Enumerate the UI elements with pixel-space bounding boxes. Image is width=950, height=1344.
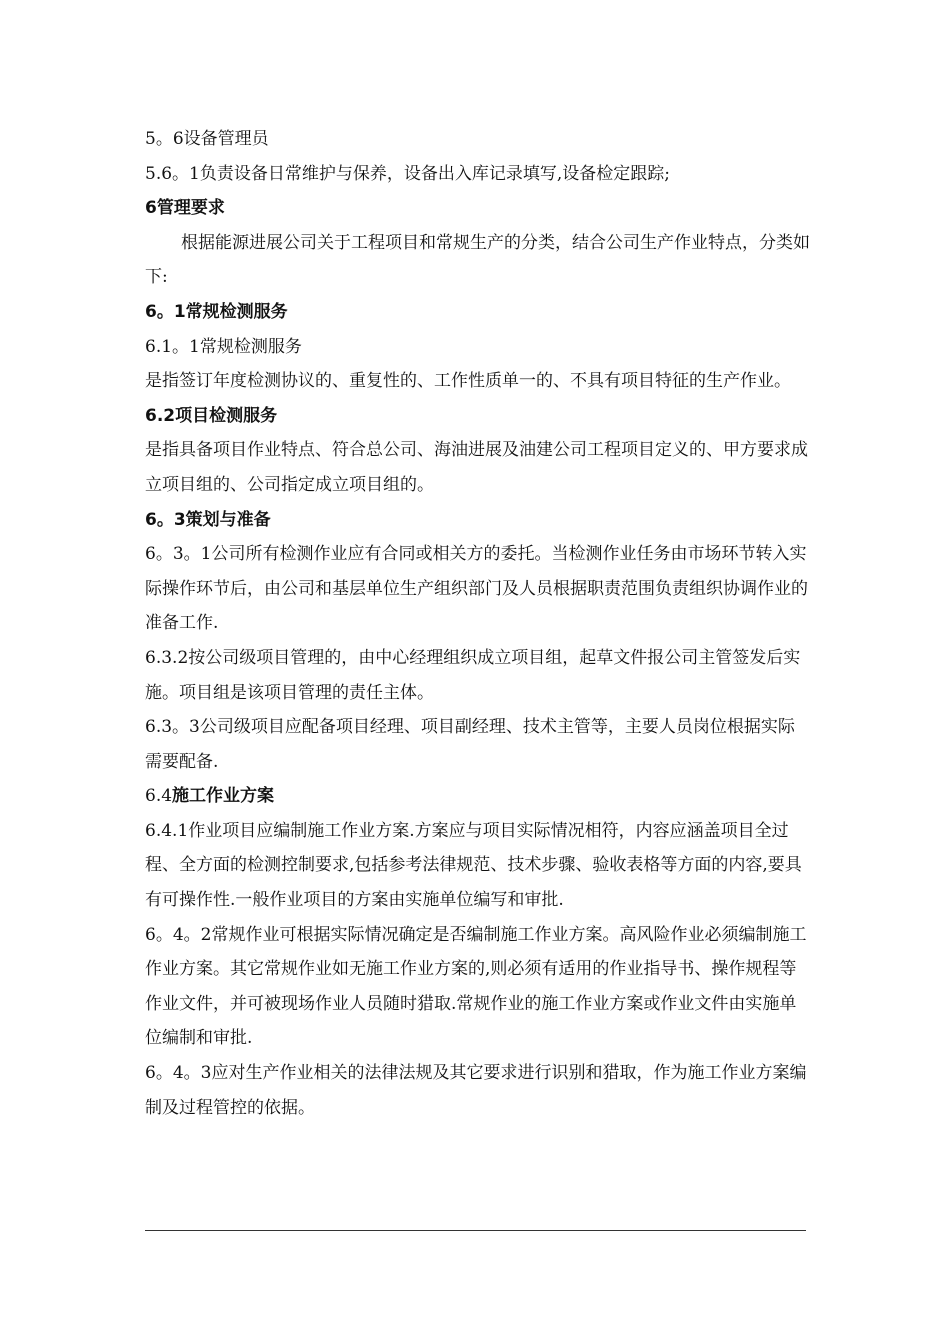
paragraph-6-3-3: 6.3。3公司级项目应配备项目经理、项目副经理、技术主管等，主要人员岗位根据实际需要配备. — [145, 717, 795, 772]
footer-divider — [145, 1230, 806, 1231]
section-heading-6-4 — [145, 779, 810, 814]
section-heading-6-2: 6.2项目检测服务 — [145, 405, 278, 426]
paragraph-6-4-1: 6.4.1作业项目应编制施工作业方案.方案应与项目实际情况相符，内容应涵盖项目全过程、全方面的检测控制要求,包括参考法律规范、技术步骤、验收表格等方面的内容,要具有可操作性.一般作业项目的方案由实施单位编写和审批. — [145, 820, 802, 911]
paragraph-6-3-2: 6.3.2按公司级项目管理的，由中心经理组织成立项目组，起草文件报公司主管签发后实施。项目组是该项目管理的责任主体。 — [145, 647, 801, 703]
document-body — [145, 122, 810, 1125]
paragraph-6-1-1: 是指签订年度检测协议的、重复性的、工作性质单一的、不具有项目特征的生产作业。 — [145, 371, 791, 392]
paragraph-5-6-1: 5.6。1负责设备日常维护与保养，设备出入库记录填写,设备检定跟踪; — [145, 163, 670, 184]
section-heading-6-1: 6。1常规检测服务 — [145, 301, 288, 322]
section-title-6-4: 施工作业方案 — [172, 786, 275, 807]
paragraph-6-4-3: 6。4。3应对生产作业相关的法律法规及其它要求进行识别和猎取，作为施工作业方案编制及过程管控的依据。 — [145, 1063, 807, 1118]
paragraph-intro: 根据能源进展公司关于工程项目和常规生产的分类，结合公司生产作业特点，分类如下: — [145, 232, 810, 288]
paragraph-6-2: 是指具备项目作业特点、符合总公司、海油进展及油建公司工程项目定义的、甲方要求成立项目组的、公司指定成立项目组的。 — [145, 440, 808, 495]
paragraph-6-4-2: 6。4。2常规作业可根据实际情况确定是否编制施工作业方案。高风险作业必须编制施工作业方案。其它常规作业如无施工作业方案的,则必须有适用的作业指导书、操作规程等作业文件，并可被现场作业人员随时猎取.常规作业的施工作业方案或作业文件由实施单位编制和审批. — [145, 924, 807, 1049]
paragraph-6-3-1: 6。3。1公司所有检测作业应有合同或相关方的委托。当检测作业任务由市场环节转入实际操作环节后，由公司和基层单位生产组织部门及人员根据职责范围负责组织协调作业的准备工作. — [145, 544, 808, 634]
section-heading-6-3: 6。3策划与准备 — [145, 509, 271, 530]
section-heading-6: 6管理要求 — [145, 198, 225, 219]
subheading-6-1-1: 6.1。1常规检测服务 — [145, 336, 302, 357]
section-heading-5-6: 5。6设备管理员 — [145, 129, 269, 149]
section-number-6-4: 6.4 — [145, 786, 173, 807]
